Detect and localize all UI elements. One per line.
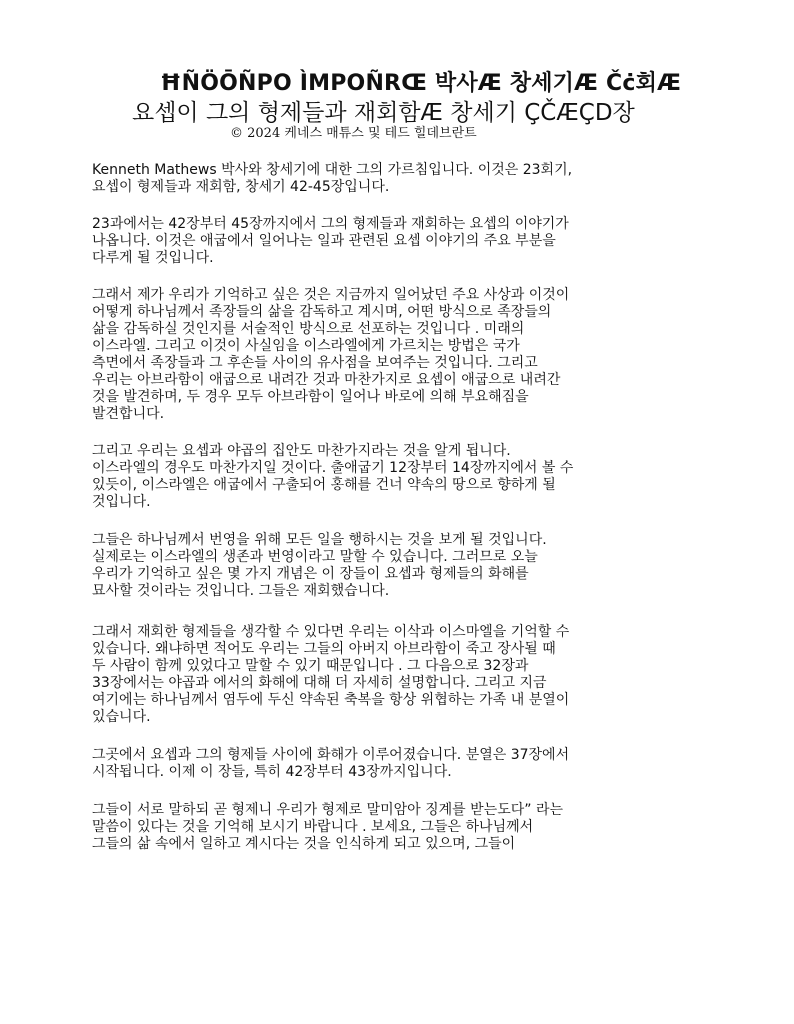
text-line: 그들이 서로 말하되 곧 형제니 우리가 형제로 말미암아 징계를 받는도다” 라는 [92, 802, 563, 818]
text-line: 시작됩니다. 이제 이 장들, 특히 42장부터 43장까지입니다. [92, 764, 452, 780]
text-line: 말씀이 있다는 것을 기억해 보시기 바랍니다 . 보세요, 그들은 하나님께서 [92, 819, 534, 835]
text-line: 있습니다. 왜냐하면 적어도 우리는 그들의 아버지 아브라함이 죽고 장사될 때 [92, 641, 556, 657]
text-line: 우리는 아브라함이 애굽으로 내려간 것과 마찬가지로 요셉이 애굽으로 내려간 [92, 372, 561, 388]
paragraph-1 [92, 162, 692, 196]
text-line: 그리고 우리는 요셉과 야곱의 집안도 마찬가지라는 것을 알게 됩니다. [92, 443, 511, 459]
text-line: 삶을 감독하실 것인지를 서술적인 방식으로 선포하는 것입니다 . 미래의 [92, 321, 525, 337]
text-line: 23과에서는 42장부터 45장까지에서 그의 형제들과 재회하는 요셉의 이야기가 [92, 216, 569, 232]
text-line: 발견합니다. [92, 406, 165, 422]
text-line: 것입니다. [92, 494, 151, 510]
copyright-notice: © 2024 케네스 매튜스 및 테드 힐데브란트 [230, 126, 477, 141]
text-line: 두 사람이 함께 있었다고 말할 수 있기 때문입니다 . 그 다음으로 32장과 [92, 658, 529, 674]
text-line: 33장에서는 야곱과 에서의 화해에 대해 더 자세히 설명합니다. 그리고 지금 [92, 675, 547, 691]
text-line: 있습니다. [92, 709, 151, 725]
paragraph-7 [92, 747, 692, 781]
text-line: 그래서 재회한 형제들을 생각할 수 있다면 우리는 이삭과 이스마엘을 기억할 수 [92, 624, 570, 640]
text-line: Kenneth Mathews 박사와 창세기에 대한 그의 가르침입니다. 이것은 23회기, [92, 162, 573, 178]
text-line: 묘사할 것이라는 것입니다. 그들은 재회했습니다. [92, 583, 390, 599]
text-line: 실제로는 이스라엘의 생존과 번영이라고 말할 수 있습니다. 그러므로 오늘 [92, 549, 538, 565]
document-title-line-2: 요셉이 그의 형제들과 재회함Æ 창세기 ÇČÆÇD장 [132, 100, 635, 126]
text-line: 우리가 기억하고 싶은 몇 가지 개념은 이 장들이 요셉과 형제들의 화해를 [92, 566, 529, 582]
paragraph-2 [92, 216, 692, 267]
text-line: 그들의 삶 속에서 일하고 계시다는 것을 인식하게 되고 있으며, 그들이 [92, 836, 516, 852]
text-line: 나옵니다. 이것은 애굽에서 일어나는 일과 관련된 요셉 이야기의 주요 부분을 [92, 233, 556, 249]
text-line: 그곳에서 요셉과 그의 형제들 사이에 화해가 이루어졌습니다. 분열은 37장에서 [92, 747, 570, 763]
paragraph-3 [92, 287, 692, 423]
text-line: 것을 발견하며, 두 경우 모두 아브라함이 일어나 바로에 의해 부요해짐을 [92, 389, 529, 405]
document-title-line-1: ĦÑÖŌÑPO ÌMPOÑRŒ 박사Æ 창세기Æ Č̇ċ회Æ [160, 71, 682, 96]
text-line: 그래서 제가 우리가 기억하고 싶은 것은 지금까지 일어났던 주요 사상과 이것이 [92, 287, 570, 303]
text-line: 요셉이 형제들과 재회함, 창세기 42-45장입니다. [92, 179, 390, 195]
paragraph-5 [92, 532, 692, 600]
text-line: 그들은 하나님께서 번영을 위해 모든 일을 행하시는 것을 보게 될 것입니다. [92, 532, 547, 548]
text-line: 이스라엘. 그리고 이것이 사실임을 이스라엘에게 가르치는 방법은 국가 [92, 338, 520, 354]
text-line: 여기에는 하나님께서 염두에 두신 약속된 축복을 항상 위협하는 가족 내 분열이 [92, 692, 570, 708]
text-line: 다루게 될 것입니다. [92, 250, 214, 266]
text-line: 측면에서 족장들과 그 후손들 사이의 유사점을 보여주는 것입니다. 그리고 [92, 355, 538, 371]
text-line: 이스라엘의 경우도 마찬가지일 것이다. 출애굽기 12장부터 14장까지에서 볼 수 [92, 460, 574, 476]
paragraph-4 [92, 443, 692, 511]
paragraph-6 [92, 624, 692, 726]
text-line: 어떻게 하나님께서 족장들의 삶을 감독하고 계시며, 어떤 방식으로 족장들의 [92, 304, 552, 320]
paragraph-8 [92, 802, 692, 853]
text-line: 있듯이, 이스라엘은 애굽에서 구출되어 홍해를 건너 약속의 땅으로 향하게 될 [92, 477, 556, 493]
